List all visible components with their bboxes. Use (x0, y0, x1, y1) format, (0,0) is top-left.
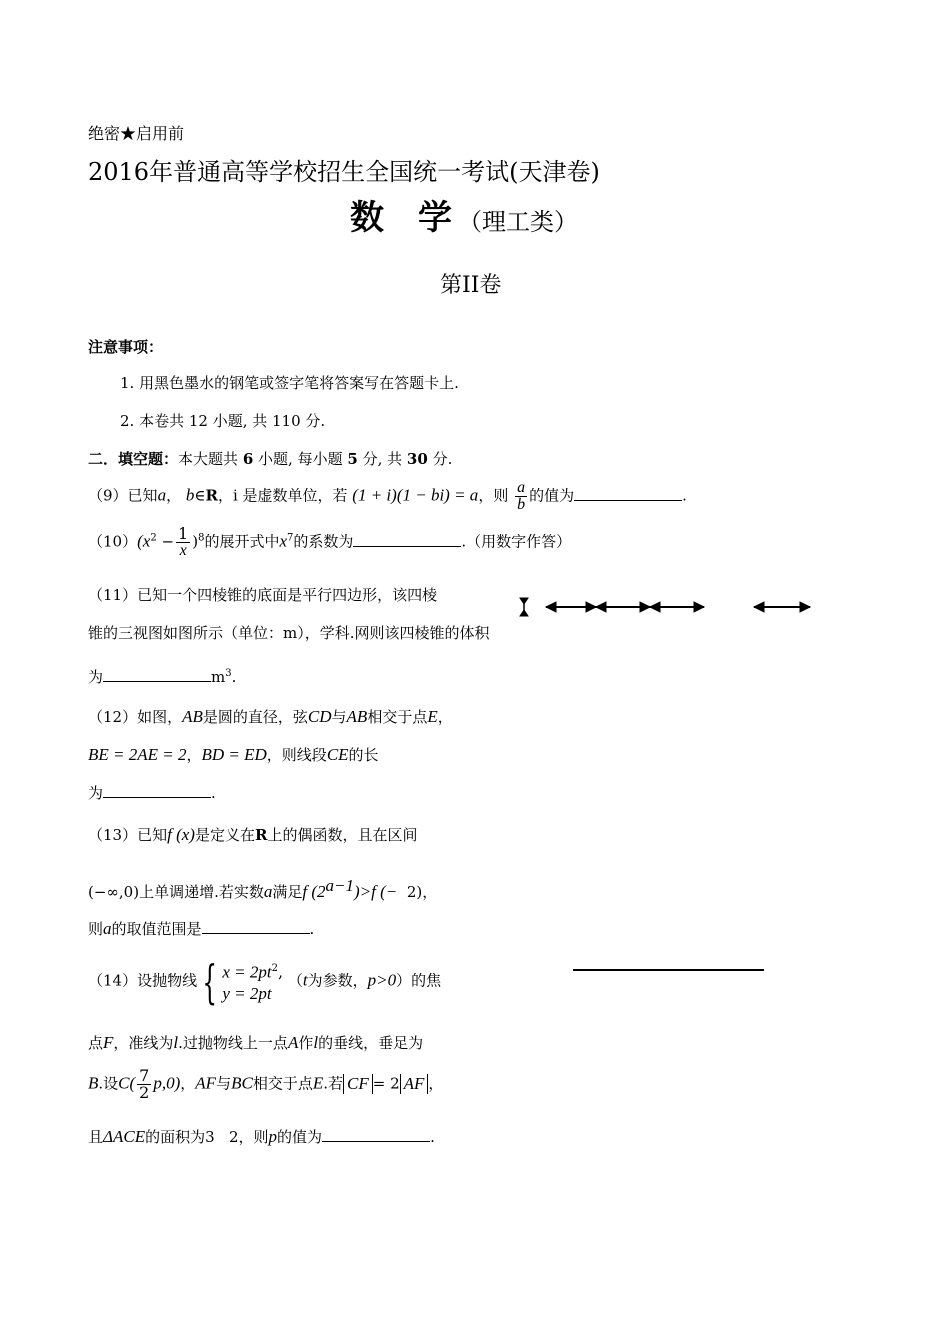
fraction (176, 526, 190, 559)
question-text: ， (437, 708, 453, 726)
question-text: 的面积为 (145, 1128, 206, 1146)
question-text: 是圆的直径，弦 (202, 708, 308, 726)
question-12-line-3 (88, 782, 216, 803)
math-var: CD (307, 707, 332, 726)
unit: m (211, 668, 226, 686)
section-desc: 分, 共 (362, 450, 403, 468)
answer-blank[interactable] (353, 532, 461, 547)
math-exponent: 8 (198, 532, 205, 544)
math-expression: ΔACE (103, 1127, 146, 1146)
confidential-label: 绝密★启用前 (88, 124, 185, 143)
dimension-arrow-icon (754, 602, 810, 612)
section-points-each: 5 (347, 450, 358, 468)
section-header (88, 448, 452, 469)
math-exponent: 2 (150, 532, 157, 544)
question-text: ，i 是虚数单位，若 (217, 486, 348, 505)
answer-blank[interactable] (574, 486, 682, 501)
question-text: ， (186, 746, 202, 764)
question-text: 为 (88, 784, 104, 802)
section-prefix: 二．填空题： (88, 450, 179, 468)
question-number: （13） (88, 826, 138, 844)
answer-blank[interactable] (103, 667, 211, 682)
equation-system (222, 958, 283, 1005)
figure-line (573, 969, 764, 971)
question-text: 点 (88, 1034, 104, 1052)
question-11-line-1 (88, 584, 437, 605)
question-text: . (211, 784, 216, 802)
math-var: l (173, 1033, 179, 1052)
section-desc: 小题, 每小题 (258, 450, 343, 468)
fraction-numerator: a (517, 479, 526, 496)
question-text: ， (422, 883, 438, 901)
math-expression: p,0) (153, 1073, 181, 1093)
question-text: 已知 (127, 486, 158, 505)
math-expression: p>0 (367, 970, 397, 990)
math-expression: 2) (406, 883, 423, 901)
math-expression: (x (137, 531, 151, 551)
math-var: l (313, 1033, 319, 1052)
math-expression: (−∞,0) (88, 883, 140, 901)
question-text: ， (166, 486, 182, 505)
math-var: AB (182, 707, 203, 726)
math-expression: = 2 (372, 1074, 400, 1093)
question-text: ，则 (478, 486, 509, 505)
fraction-numerator: 1 (178, 524, 189, 543)
question-9 (88, 480, 687, 513)
math-set: R (205, 486, 218, 505)
question-text: 的值为 (529, 486, 575, 505)
math-symbol: − (156, 532, 175, 551)
math-exponent: 7 (287, 532, 294, 544)
math-expression: y = 2pt (222, 984, 272, 1004)
question-text: 的值为 (277, 1128, 323, 1146)
question-text: . (430, 1128, 435, 1146)
question-text: ）的焦 (396, 971, 442, 990)
question-text: 满足 (272, 883, 303, 901)
question-text: 作 (298, 1034, 314, 1052)
subject-char-1: 数 (350, 198, 386, 238)
question-text: 与 (216, 1074, 232, 1093)
question-text: .设 (98, 1074, 119, 1093)
question-text: 上单调递增.若实数 (139, 883, 264, 901)
question-text: 的取值范围是 (111, 920, 202, 938)
math-expression: f (2 (302, 882, 326, 901)
question-13-line-1 (88, 824, 417, 845)
question-number: （9） (88, 486, 128, 505)
question-10 (88, 526, 571, 559)
question-text: 相交于点 (252, 1074, 313, 1093)
math-var: x (279, 531, 288, 551)
math-var: a (103, 919, 112, 938)
math-var: a (263, 882, 273, 901)
question-text: 且 (88, 1128, 104, 1146)
question-text: 已知 (137, 826, 168, 844)
dimension-arrow-icon (520, 598, 528, 616)
math-var: E (427, 707, 438, 726)
question-text: . (682, 486, 687, 505)
fraction-denominator: x (179, 542, 187, 559)
question-text: ， (180, 1074, 196, 1093)
abs-value: CF (343, 1074, 373, 1094)
fraction-denominator: b (517, 496, 526, 513)
question-text: 设抛物线 (137, 971, 198, 990)
left-brace: { (202, 954, 218, 1009)
math-number: 2 (228, 1128, 239, 1146)
math-number: 3 (205, 1128, 215, 1146)
question-13-line-3 (88, 918, 314, 939)
math-expression: C( (118, 1073, 136, 1093)
math-var: F (103, 1033, 114, 1052)
math-exponent: a−1 (325, 876, 355, 895)
question-14-line-3 (88, 1068, 443, 1101)
math-var: a (157, 485, 167, 505)
question-text: 上的偶函数，且在区间 (267, 826, 418, 844)
question-text: 为 (88, 668, 104, 686)
question-text: . (231, 668, 237, 686)
question-text: 的系数为 (293, 532, 354, 551)
question-14-line-1 (88, 954, 442, 1009)
math-symbol: ) (192, 532, 199, 551)
abs-value: AF (400, 1074, 429, 1094)
math-var: t (302, 970, 308, 990)
question-text: ，则 (238, 1128, 269, 1146)
answer-blank[interactable] (202, 919, 310, 934)
note-item-1: 1. 用黑色墨水的钢笔或签字笔将答案写在答题卡上. (120, 374, 459, 392)
math-var: AF (195, 1073, 217, 1093)
math-exponent: 2 (271, 963, 279, 974)
question-text: ，则线段 (266, 746, 327, 764)
math-var: E (312, 1073, 324, 1093)
fraction (515, 480, 527, 513)
question-text: （ (287, 971, 303, 990)
math-expression: (1 + i)(1 − bi) = a (352, 485, 479, 505)
subject-title (350, 190, 454, 239)
subject-char-2: 学 (418, 198, 454, 238)
question-12-line-1 (88, 706, 453, 727)
question-text: 已知一个四棱锥的底面是平行四边形，该四棱 (137, 586, 438, 604)
question-text: 相交于点 (367, 708, 428, 726)
subject-subtitle: （理工类） (458, 208, 578, 236)
fraction-denominator: 2 (139, 1083, 150, 1102)
question-14-line-2 (88, 1032, 423, 1053)
section-desc: 分. (432, 450, 453, 468)
volume-title: 第II卷 (440, 273, 502, 298)
question-text: 的垂线，垂足为 (318, 1034, 424, 1052)
question-text: 的长 (348, 746, 379, 764)
section-points-total: 30 (406, 450, 428, 468)
answer-blank[interactable] (322, 1127, 430, 1142)
question-text: 的展开式中 (204, 532, 280, 551)
math-var: BC (231, 1073, 253, 1093)
math-var: p (268, 1127, 278, 1146)
question-11-line-2: 锥的三视图如图所示（单位：m），学科.网则该四棱锥的体积 (88, 624, 490, 642)
question-12-line-2 (88, 744, 379, 765)
question-11-line-3 (88, 666, 236, 687)
question-text: 如图， (137, 708, 183, 726)
question-text: 为参数， (307, 971, 368, 990)
question-13-line-2 (88, 876, 437, 902)
fraction-numerator: 7 (139, 1066, 150, 1085)
question-number: （14） (88, 971, 138, 990)
question-text: . (309, 920, 315, 938)
exam-title: 2016年普通高等学校招生全国统一考试(天津卷) (88, 158, 600, 186)
notes-title: 注意事项： (88, 338, 164, 356)
answer-blank[interactable] (103, 783, 211, 798)
math-set: R (254, 826, 268, 844)
question-text: .若 (323, 1074, 344, 1093)
question-14-line-4 (88, 1126, 435, 1147)
math-var: A (287, 1033, 299, 1052)
math-var: AB (346, 707, 368, 726)
section-n-questions: 6 (242, 450, 254, 468)
math-var: b (185, 485, 195, 505)
note-item-2: 2. 本卷共 12 小题, 共 110 分. (120, 412, 326, 430)
question-number: （11） (88, 586, 138, 604)
math-expression: BD = ED (201, 745, 267, 764)
dimension-arrow-icon (546, 602, 704, 612)
question-number: （10） (88, 532, 138, 551)
math-expression: x = 2pt (222, 962, 272, 982)
section-desc: 本大题共 (178, 450, 239, 468)
math-symbol: ∈ (194, 486, 206, 505)
math-var: CE (326, 745, 349, 764)
math-expression: )>f (− (354, 882, 398, 901)
question-text: ， (428, 1074, 444, 1093)
math-expression: BE = 2AE = 2 (88, 745, 187, 764)
question-text: 是定义在 (194, 826, 255, 844)
math-var: B (88, 1073, 99, 1093)
question-number: （12） (88, 708, 138, 726)
math-symbol: , (278, 962, 284, 982)
question-text: 则 (88, 920, 104, 938)
math-exponent: 3 (225, 668, 232, 679)
three-view-figure (510, 592, 820, 622)
question-text: 与 (331, 708, 347, 726)
question-text: .过抛物线上一点 (178, 1034, 288, 1052)
fraction (137, 1068, 151, 1101)
question-text: .（用数字作答） (461, 532, 572, 551)
question-text: ，准线为 (113, 1034, 174, 1052)
math-expression: f (x) (167, 825, 195, 844)
